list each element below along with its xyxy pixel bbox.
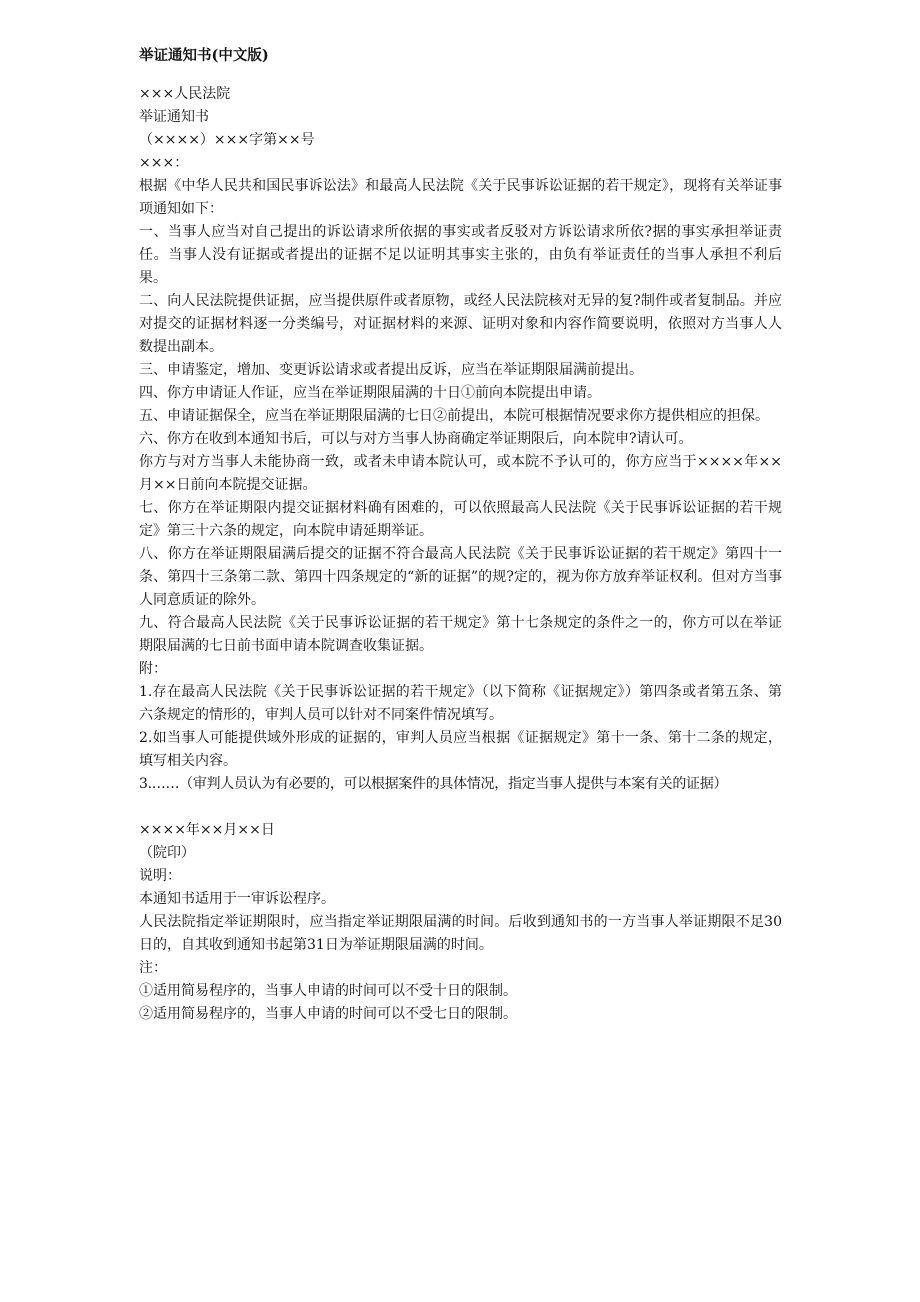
appendix-item-3: 3.……（审判人员认为有必要的，可以根据案件的具体情况，指定当事人提供与本案有关的证据）	[139, 776, 728, 792]
item-6-continued: 你方与对方当事人未能协商一致，或者未申请本院认可，或本院不予认可的，你方应当于××××年××月××日前向本院提交证据。	[139, 454, 782, 493]
explanation-1: 本通知书适用于一审诉讼程序。	[139, 891, 335, 907]
appendix-item-2: 2.如当事人可能提供域外形成的证据的，审判人员应当根据《证据规定》第十一条、第十二条的规定，填写相关内容。	[139, 730, 782, 769]
addressee: ×××：	[139, 155, 189, 171]
spacer	[139, 796, 782, 819]
appendix-label: 附：	[139, 661, 167, 677]
document-name: 举证通知书	[139, 109, 209, 125]
item-9: 九、符合最高人民法院《关于民事诉讼证据的若干规定》第十七条规定的条件之一的，你方可以在举证期限届满的七日前书面申请本院调查收集证据。	[139, 615, 782, 654]
note-2: ②适用简易程序的，当事人申请的时间可以不受七日的限制。	[139, 1006, 517, 1022]
explanation-2: 人民法院指定举证期限时，应当指定举证期限届满的时间。后收到通知书的一方当事人举证期限不足30日的，自其收到通知书起第31日为举证期限届满的时间。	[139, 914, 782, 953]
item-4: 四、你方申请证人作证，应当在举证期限届满的十日①前向本院提出申请。	[139, 385, 601, 401]
notes-label: 注：	[139, 960, 167, 976]
case-number: （××××）×××字第××号	[139, 132, 315, 148]
document-title: 举证通知书(中文版)	[139, 47, 269, 64]
item-3: 三、申请鉴定，增加、变更诉讼请求或者提出反诉，应当在举证期限届满前提出。	[139, 362, 643, 378]
explanation-label: 说明：	[139, 868, 181, 884]
document-page	[139, 44, 782, 1026]
note-1: ①适用简易程序的，当事人申请的时间可以不受十日的限制。	[139, 983, 517, 999]
item-5: 五、申请证据保全，应当在举证期限届满的七日②前提出，本院可根据情况要求你方提供相应的担保。	[139, 408, 769, 424]
item-1: 一、当事人应当对自己提出的诉讼请求所依据的事实或者反驳对方诉讼请求所依?据的事实承担举证责任。当事人没有证据或者提出的证据不足以证明其事实主张的，由负有举证责任的当事人承担不利后果。	[139, 224, 782, 286]
appendix-item-1: 1.存在最高人民法院《关于民事诉讼证据的若干规定》（以下简称《证据规定》）第四条或者第五条、第六条规定的情形的，审判人员可以针对不同案件情况填写。	[139, 684, 782, 723]
court-seal: （院印）	[139, 845, 195, 861]
item-2: 二、向人民法院提供证据，应当提供原件或者原物，或经人民法院核对无异的复?制件或者复制品。并应对提交的证据材料逐一分类编号，对证据材料的来源、证明对象和内容作简要说明，依照对方当事人人数提出副本。	[139, 293, 782, 355]
item-8: 八、你方在举证期限届满后提交的证据不符合最高人民法院《关于民事诉讼证据的若干规定》第四十一条、第四十三条第二款、第四十四条规定的“新的证据”的规?定的，视为你方放弃举证权利。但对方当事人同意质证的除外。	[139, 546, 782, 608]
item-6: 六、你方在收到本通知书后，可以与对方当事人协商确定举证期限后，向本院申?请认可。	[139, 431, 693, 447]
item-7: 七、你方在举证期限内提交证据材料确有困难的，可以依照最高人民法院《关于民事诉讼证据的若干规定》第三十六条的规定，向本院申请延期举证。	[139, 500, 782, 539]
court-name: ×××人民法院	[139, 86, 231, 102]
issue-date: ××××年××月××日	[139, 822, 275, 838]
intro-paragraph: 根据《中华人民共和国民事诉讼法》和最高人民法院《关于民事诉讼证据的若干规定》，现将有关举证事项通知如下：	[139, 178, 782, 217]
